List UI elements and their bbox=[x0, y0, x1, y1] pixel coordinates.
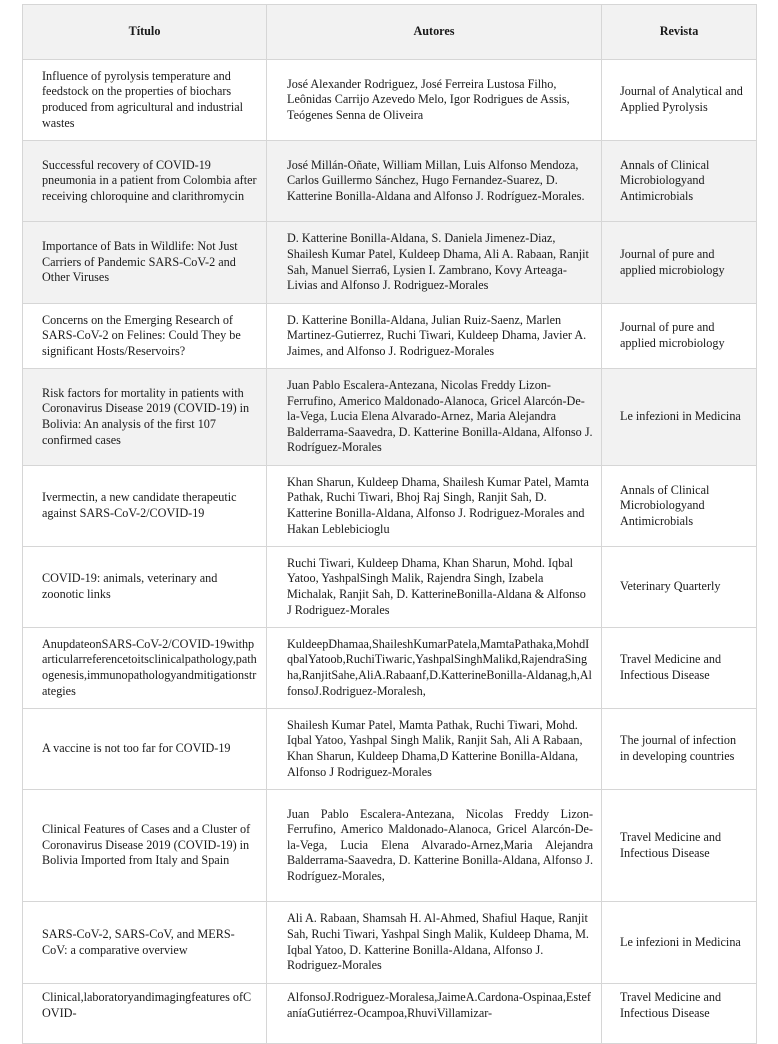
cell-journal: Travel Medicine and Infectious Disease bbox=[602, 790, 757, 902]
cell-journal: Le infezioni in Medicina bbox=[602, 902, 757, 984]
table-row bbox=[23, 902, 757, 984]
cell-authors: Shailesh Kumar Patel, Mamta Pathak, Ruchi Tiwari, Mohd. Iqbal Yatoo, Yashpal Singh Malik, Ranjit Sah, Ali A Rabaan, Khan Sharun, Kuldeep Dhama,D Katterine Bonilla-Aldana, Alfonso J Rodriguez-Morales bbox=[267, 709, 602, 790]
cell-journal: Annals of Clinical Microbiologyand Antimicrobials bbox=[602, 141, 757, 222]
cell-authors: KuldeepDhamaa,ShaileshKumarPatela,MamtaPathaka,MohdIqbalYatoob,RuchiTiwaric,YashpalSinghMalikd,RajendraSinghа,RanjitSahe,AliA.Rabaanf,D.KatterineBonilla-Aldanag,h,AlfonsoJ.Rodriguez-Moralesh, bbox=[267, 628, 602, 709]
cell-title: A vaccine is not too far for COVID-19 bbox=[23, 709, 267, 790]
cell-authors: Khan Sharun, Kuldeep Dhama, Shailesh Kumar Patel, Mamta Pathak, Ruchi Tiwari, Bhoj Raj Singh, Ranjit Sah, D. Katterine Bonilla-Aldana, Alfonso J. Rodriguez-Morales and Hakan Leblebicioglu bbox=[267, 466, 602, 547]
cell-journal: Travel Medicine and Infectious Disease bbox=[602, 628, 757, 709]
cell-journal: Journal of pure and applied microbiology bbox=[602, 304, 757, 369]
cell-authors: Ruchi Tiwari, Kuldeep Dhama, Khan Sharun, Mohd. Iqbal Yatoo, YashpalSingh Malik, Rajendra Singh, Izabela Michalak, Ranjit Sah, D. KatterineBonilla-Aldana & Alfonso J Rodriguez-Morales bbox=[267, 547, 602, 628]
cell-authors: D. Katterine Bonilla-Aldana, S. Daniela Jimenez-Diaz, Shailesh Kumar Patel, Kuldeep Dhama, Ali A. Rabaan, Ranjit Sah, Manuel Sierra6, Lysien I. Zambrano, Kovy Arteaga-Livias and Alfonso J. Rodriguez-Morales bbox=[267, 222, 602, 304]
cell-title: Risk factors for mortality in patients with Coronavirus Disease 2019 (COVID-19) in Bolivia: An analysis of the first 107 confirmed cases bbox=[23, 369, 267, 466]
cell-title: Importance of Bats in Wildlife: Not Just Carriers of Pandemic SARS-CoV-2 and Other Viruses bbox=[23, 222, 267, 304]
cell-authors: Ali A. Rabaan, Shamsah H. Al-Ahmed, Shafiul Haque, Ranjit Sah, Ruchi Tiwari, Yashpal Singh Malik, Kuldeep Dhama, M. Iqbal Yatoo, D. Katterine Bonilla-Aldana, Alfonso J. Rodriguez-Morales bbox=[267, 902, 602, 984]
cell-title: Concerns on the Emerging Research of SARS-CoV-2 on Felines: Could They be significant Hosts/Reservoirs? bbox=[23, 304, 267, 369]
column-header-title: Título bbox=[23, 5, 267, 60]
cell-authors: Juan Pablo Escalera-Antezana, Nicolas Freddy Lizon-Ferrufino, Americo Maldonado-Alanoca, Gricel Alarcón-De-la-Vega, Lucia Elena Alvarado-Arnez, Maria Alejandra Balderrama-Saavedra, D. Katterine Bonilla-Aldana, Alfonso J. Rodríguez-Morales bbox=[267, 369, 602, 466]
cell-journal: Le infezioni in Medicina bbox=[602, 369, 757, 466]
cell-authors: D. Katterine Bonilla-Aldana, Julian Ruiz-Saenz, Marlen Martinez-Gutierrez, Ruchi Tiwari, Kuldeep Dhama, Javier A. Jaimes, and Alfonso J. Rodriguez-Morales bbox=[267, 304, 602, 369]
cell-journal: The journal of infection in developing countries bbox=[602, 709, 757, 790]
table-row bbox=[23, 304, 757, 369]
column-header-journal: Revista bbox=[602, 5, 757, 60]
table-row bbox=[23, 547, 757, 628]
cell-authors: José Alexander Rodriguez, José Ferreira Lustosa Filho, Leônidas Carrijo Azevedo Melo, Igor Rodrigues de Assis, Teógenes Senna de Oliveira bbox=[267, 60, 602, 141]
table-row bbox=[23, 984, 757, 1044]
cell-authors: Juan Pablo Escalera-Antezana, Nicolas Freddy Lizon-Ferrufino, Americo Maldonado-Alanoca, Gricel Alarcón-De-la-Vega, Lucia Elena Alvarado-Arnez,Maria Alejandra Balderrama-Saavedra, D. Katterine Bonilla-Aldana, Alfonso J. Rodríguez-Morales, bbox=[267, 790, 602, 902]
cell-title: SARS-CoV-2, SARS-CoV, and MERS-CoV: a comparative overview bbox=[23, 902, 267, 984]
table-row bbox=[23, 628, 757, 709]
header-row bbox=[23, 5, 757, 60]
cell-title: Clinical Features of Cases and a Cluster of Coronavirus Disease 2019 (COVID-19) in Bolivia Imported from Italy and Spain bbox=[23, 790, 267, 902]
cell-title: Clinical,laboratoryandimagingfeatures ofCOVID- bbox=[23, 984, 267, 1044]
cell-journal: Travel Medicine and Infectious Disease bbox=[602, 984, 757, 1044]
table-row bbox=[23, 466, 757, 547]
cell-journal: Journal of pure and applied microbiology bbox=[602, 222, 757, 304]
cell-authors: AlfonsoJ.Rodriguez-Moralesa,JaimeA.Cardona-Ospinaa,EstefaníaGutiérrez-Ocampoa,RhuviVillamizar- bbox=[267, 984, 602, 1044]
table-row bbox=[23, 141, 757, 222]
publications-table bbox=[22, 4, 757, 1044]
table-row bbox=[23, 369, 757, 466]
cell-title: Successful recovery of COVID-19 pneumonia in a patient from Colombia after receiving chloroquine and clarithromycin bbox=[23, 141, 267, 222]
cell-journal: Annals of Clinical Microbiologyand Antimicrobials bbox=[602, 466, 757, 547]
cell-journal: Journal of Analytical and Applied Pyrolysis bbox=[602, 60, 757, 141]
column-header-authors: Autores bbox=[267, 5, 602, 60]
table-row bbox=[23, 709, 757, 790]
table-row bbox=[23, 60, 757, 141]
cell-title: Ivermectin, a new candidate therapeutic against SARS-CoV-2/COVID-19 bbox=[23, 466, 267, 547]
cell-authors: José Millán-Oñate, William Millan, Luis Alfonso Mendoza, Carlos Guillermo Sánchez, Hugo Fernandez-Suarez, D. Katterine Bonilla-Aldana and Alfonso J. Rodríguez-Morales. bbox=[267, 141, 602, 222]
cell-title: AnupdateonSARS-CoV-2/COVID-19withparticularreferencetoitsclinicalpathology,pathogenesis,immunopathologyandmitigationstrategies bbox=[23, 628, 267, 709]
cell-title: Influence of pyrolysis temperature and feedstock on the properties of biochars produced from agricultural and industrial wastes bbox=[23, 60, 267, 141]
cell-journal: Veterinary Quarterly bbox=[602, 547, 757, 628]
cell-title: COVID-19: animals, veterinary and zoonotic links bbox=[23, 547, 267, 628]
table-row bbox=[23, 222, 757, 304]
table-row bbox=[23, 790, 757, 902]
